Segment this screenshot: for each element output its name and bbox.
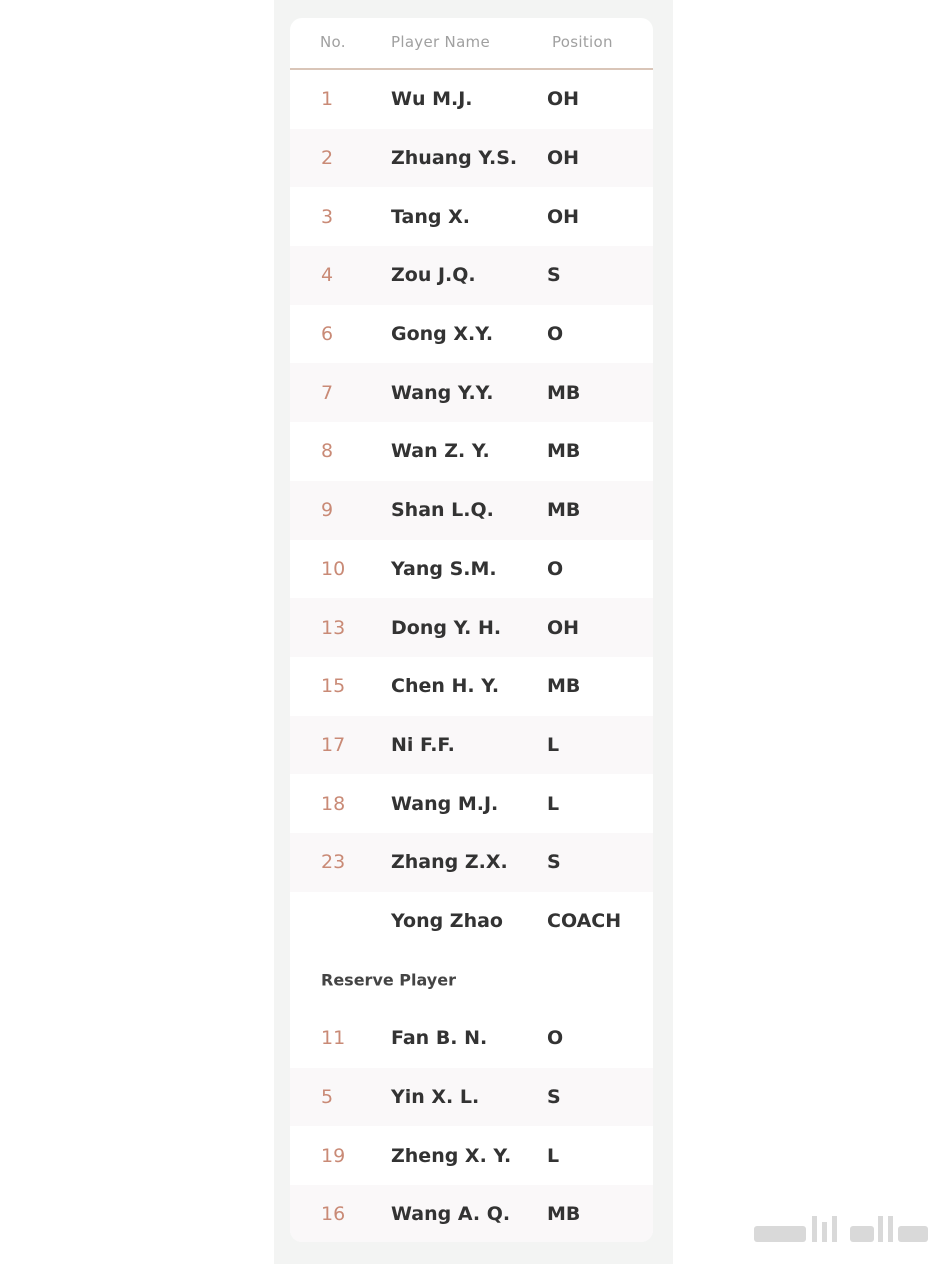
player-position: MB	[547, 381, 581, 404]
coach-row	[290, 892, 653, 951]
table-row	[290, 70, 653, 129]
player-name: Shan L.Q.	[391, 499, 494, 522]
table-row	[290, 305, 653, 364]
table-row	[290, 1126, 653, 1185]
player-number: 17	[321, 733, 346, 756]
player-number: 11	[321, 1027, 346, 1050]
player-position: L	[547, 733, 560, 756]
player-name: Yin X. L.	[391, 1086, 480, 1109]
player-number: 10	[321, 557, 346, 580]
player-name: Wan Z. Y.	[391, 440, 490, 463]
coach-name: Yong Zhao	[391, 909, 503, 932]
table-row	[290, 833, 653, 892]
player-position: OH	[547, 147, 580, 170]
player-name: Zhuang Y.S.	[391, 147, 518, 170]
player-number: 1	[321, 88, 334, 111]
player-number: 23	[321, 851, 346, 874]
player-position: O	[547, 1027, 564, 1050]
player-position: MB	[547, 499, 581, 522]
player-name: Wang M.J.	[391, 792, 499, 815]
table-row	[290, 1009, 653, 1068]
player-position: OH	[547, 616, 580, 639]
watermark-logo	[752, 1212, 932, 1248]
player-number: 4	[321, 264, 334, 287]
table-row	[290, 422, 653, 481]
header-position: Position	[552, 33, 613, 51]
header-player-name: Player Name	[391, 33, 490, 51]
player-name: Wu M.J.	[391, 88, 473, 111]
watermark-glyphs	[754, 1216, 928, 1242]
player-name: Gong X.Y.	[391, 323, 494, 346]
player-name: Wang A. Q.	[391, 1203, 511, 1226]
player-name: Ni F.F.	[391, 733, 455, 756]
player-number: 3	[321, 205, 334, 228]
player-name: Chen H. Y.	[391, 675, 500, 698]
player-position: OH	[547, 88, 580, 111]
player-name: Wang Y.Y.	[391, 381, 494, 404]
player-position: MB	[547, 440, 581, 463]
player-number: 2	[321, 147, 334, 170]
player-number: 6	[321, 323, 334, 346]
player-name: Zhang Z.X.	[391, 851, 508, 874]
player-position: S	[547, 264, 561, 287]
player-name: Dong Y. H.	[391, 616, 502, 639]
player-position: L	[547, 792, 560, 815]
player-number: 16	[321, 1203, 346, 1226]
player-number: 9	[321, 499, 334, 522]
player-name: Zou J.Q.	[391, 264, 476, 287]
table-row	[290, 774, 653, 833]
table-row	[290, 598, 653, 657]
player-name: Zheng X. Y.	[391, 1144, 512, 1167]
player-position: MB	[547, 1203, 581, 1226]
roster-table	[290, 18, 653, 1242]
player-position: O	[547, 323, 564, 346]
player-number: 19	[321, 1144, 346, 1167]
table-row	[290, 1068, 653, 1127]
table-row	[290, 363, 653, 422]
player-position: O	[547, 557, 564, 580]
player-number: 13	[321, 616, 346, 639]
table-row	[290, 187, 653, 246]
player-position: MB	[547, 675, 581, 698]
player-number: 7	[321, 381, 334, 404]
table-row	[290, 657, 653, 716]
table-row	[290, 129, 653, 188]
reserve-label: Reserve Player	[321, 970, 456, 990]
table-row	[290, 481, 653, 540]
table-row	[290, 540, 653, 599]
reserve-section-header	[290, 950, 653, 1009]
header-number: No.	[320, 33, 346, 51]
table-row	[290, 716, 653, 775]
player-number: 15	[321, 675, 346, 698]
player-position: S	[547, 851, 561, 874]
player-position: S	[547, 1086, 561, 1109]
player-number: 18	[321, 792, 346, 815]
player-name: Yang S.M.	[391, 557, 497, 580]
player-position: L	[547, 1144, 560, 1167]
table-row	[290, 1185, 653, 1242]
player-position: OH	[547, 205, 580, 228]
table-header	[290, 18, 653, 70]
coach-position: COACH	[547, 909, 622, 932]
player-number: 8	[321, 440, 334, 463]
player-name: Tang X.	[391, 205, 470, 228]
player-name: Fan B. N.	[391, 1027, 488, 1050]
player-number: 5	[321, 1086, 334, 1109]
table-row	[290, 246, 653, 305]
